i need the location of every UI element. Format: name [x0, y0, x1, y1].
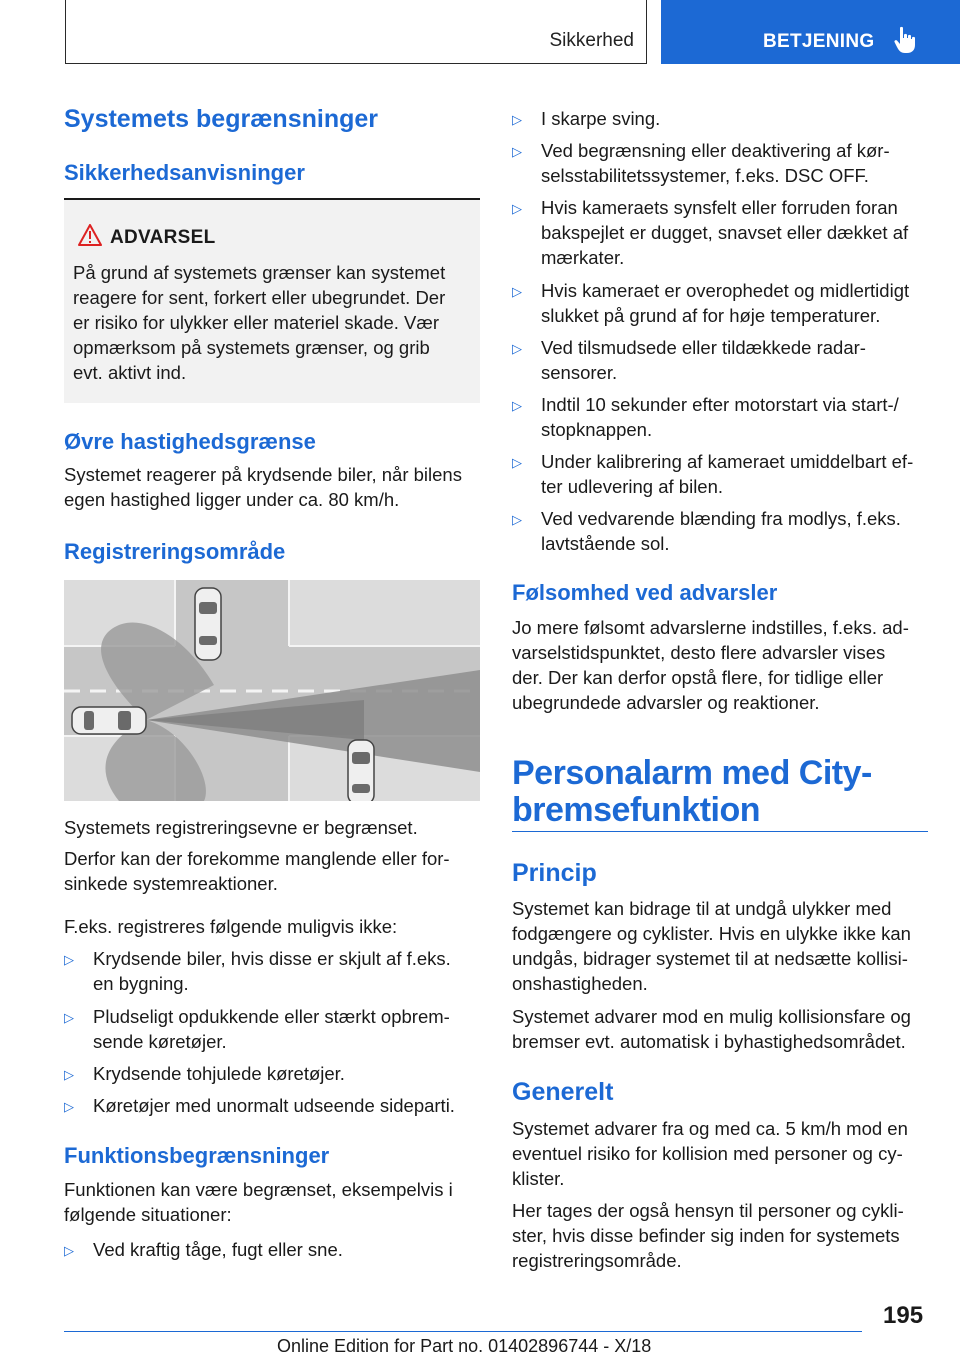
detection-area-illustration — [64, 580, 480, 801]
text-line: følgende situationer: — [64, 1204, 232, 1225]
text-line: mærkater. — [541, 247, 625, 268]
text-line: Under kalibrering af kameraet umiddelbart ef- — [541, 451, 914, 472]
principle-text-2 — [512, 1004, 932, 1054]
speed-heading: Øvre hastighedsgrænse — [64, 429, 316, 454]
page-number: 195 — [883, 1302, 924, 1329]
speed-text — [64, 462, 480, 512]
warning-line: evt. aktivt ind. — [73, 362, 187, 383]
footer-divider — [64, 1331, 862, 1332]
text-line: en bygning. — [93, 973, 189, 994]
text-line: Jo mere følsomt advarslerne indstilles, f.eks. ad- — [512, 617, 909, 638]
text-line: registreringsområde. — [512, 1250, 682, 1271]
text-line: Køretøjer med unormalt udseende sideparti. — [93, 1095, 455, 1116]
header-chapter-tab[interactable] — [661, 0, 960, 64]
text-line: lavtstående sol. — [541, 533, 670, 554]
text-line: Systemet advarer fra og med ca. 5 km/h mod en — [512, 1118, 908, 1139]
pointing-hand-icon — [894, 26, 918, 54]
function-heading: Funktionsbegrænsninger — [64, 1143, 330, 1168]
bullet-triangle-icon: ▷ — [512, 341, 522, 356]
text-line: stopknappen. — [541, 419, 653, 440]
text-line: egen hastighed ligger under ca. 80 km/h. — [64, 489, 400, 510]
general-text-1 — [512, 1116, 932, 1191]
warning-line: reagere for sent, forkert eller ubegrundet. Der — [73, 287, 446, 308]
chapter-title — [512, 755, 932, 829]
area-text-3: F.eks. registreres følgende muligvis ikke: — [64, 916, 398, 937]
chapter-divider — [512, 831, 928, 832]
bullet-triangle-icon: ▷ — [64, 1010, 74, 1025]
text-line: Ved vedvarende blænding fra modlys, f.eks. — [541, 508, 901, 529]
text-line: slukket på grund af for høje temperaturer. — [541, 305, 881, 326]
warning-title: ADVARSEL — [110, 227, 216, 248]
function-text — [64, 1177, 480, 1227]
header-chapter-label: BETJENING — [763, 31, 875, 52]
header-section-title: Sikkerhed — [549, 30, 634, 51]
section-title: Systemets begrænsninger — [64, 105, 378, 133]
header-section-box — [65, 0, 647, 64]
text-line: ster, hvis disse befinder sig inden for systemets — [512, 1225, 900, 1246]
text-line: eventuel risiko for kollision med personer og cy- — [512, 1143, 903, 1164]
text-line: sensorer. — [541, 362, 618, 383]
text-line: bremser evt. automatisk i byhastighedsområdet. — [512, 1031, 906, 1052]
text-line: Pludseligt opdukkende eller stærkt opbrem- — [93, 1006, 450, 1027]
text-line: varselstidspunktet, desto flere advarsler vises — [512, 642, 886, 663]
bullet-triangle-icon: ▷ — [512, 284, 522, 299]
area-text-1: Systemets registreringsevne er begrænset. — [64, 817, 418, 838]
text-line: selsstabilitetssystemer, f.eks. DSC OFF. — [541, 165, 869, 186]
text-line: Ved kraftig tåge, fugt eller sne. — [93, 1239, 343, 1260]
text-line: bakspejlet er dugget, snavset eller dækket af — [541, 222, 909, 243]
text-line: klister. — [512, 1168, 565, 1189]
chapter-title-line: Personalarm med City- — [512, 754, 872, 792]
subsection-title: Sikkerhedsanvisninger — [64, 160, 305, 185]
text-line: sinkede systemreaktioner. — [64, 873, 278, 894]
bullet-triangle-icon: ▷ — [64, 952, 74, 967]
text-line: I skarpe sving. — [541, 108, 661, 129]
text-line: undgås, bidrager systemet til at nedsætte kollisi- — [512, 948, 908, 969]
sensitivity-heading: Følsomhed ved advarsler — [512, 580, 778, 605]
bullet-triangle-icon: ▷ — [64, 1243, 74, 1258]
area-text-2 — [64, 846, 480, 896]
general-text-2 — [512, 1198, 932, 1273]
text-line: Indtil 10 sekunder efter motorstart via start-/ — [541, 394, 899, 415]
text-line: der. Der kan derfor opstå flere, for tidlige eller — [512, 667, 884, 688]
principle-text-1 — [512, 896, 932, 996]
bullet-triangle-icon: ▷ — [512, 144, 522, 159]
bullet-triangle-icon: ▷ — [512, 455, 522, 470]
sensitivity-text — [512, 615, 928, 715]
text-line: Ved begrænsning eller deaktivering af kør- — [541, 140, 890, 161]
text-line: Derfor kan der forekomme manglende eller for- — [64, 848, 450, 869]
warning-line: opmærksom på systemets grænser, og grib — [73, 337, 430, 358]
text-line: Hvis kameraet er overophedet og midlertidigt — [541, 280, 910, 301]
warning-triangle-icon — [78, 224, 102, 246]
general-heading: Generelt — [512, 1078, 614, 1106]
text-line: Funktionen kan være begrænset, eksempelvis i — [64, 1179, 453, 1200]
text-line: sende køretøjer. — [93, 1031, 227, 1052]
bullet-triangle-icon: ▷ — [512, 398, 522, 413]
text-line: Krydsende biler, hvis disse er skjult af f.eks. — [93, 948, 451, 969]
text-line: fodgængere og cyklister. Hvis en ulykke ikke kan — [512, 923, 911, 944]
bullet-triangle-icon: ▷ — [512, 112, 522, 127]
text-line: Systemet kan bidrage til at undgå ulykker med — [512, 898, 892, 919]
bullet-triangle-icon: ▷ — [64, 1067, 74, 1082]
chapter-title-line: bremsefunktion — [512, 791, 761, 829]
text-line: Krydsende tohjulede køretøjer. — [93, 1063, 345, 1084]
bullet-triangle-icon: ▷ — [512, 512, 522, 527]
text-line: ter udlevering af bilen. — [541, 476, 724, 497]
principle-heading: Princip — [512, 859, 597, 887]
footer-edition: Online Edition for Part no. 01402896744 - X/18 — [277, 1336, 652, 1356]
text-line: onshastigheden. — [512, 973, 648, 994]
warning-line: er risiko for ulykker eller materiel skade. Vær — [73, 312, 439, 333]
area-heading: Registreringsområde — [64, 539, 286, 564]
text-line: Ved tilsmudsede eller tildækkede radar- — [541, 337, 866, 358]
bullet-triangle-icon: ▷ — [512, 201, 522, 216]
warning-box — [64, 198, 480, 403]
warning-line: På grund af systemets grænser kan systemet — [73, 262, 446, 283]
text-line: Systemet advarer mod en mulig kollisionsfare og — [512, 1006, 911, 1027]
text-line: Hvis kameraets synsfelt eller forruden foran — [541, 197, 898, 218]
text-line: ubegrundede advarsler og reaktioner. — [512, 692, 820, 713]
text-line: Her tages der også hensyn til personer og cykli- — [512, 1200, 904, 1221]
bullet-triangle-icon: ▷ — [64, 1099, 74, 1114]
warning-text — [73, 260, 471, 385]
text-line: Systemet reagerer på krydsende biler, når bilens — [64, 464, 462, 485]
